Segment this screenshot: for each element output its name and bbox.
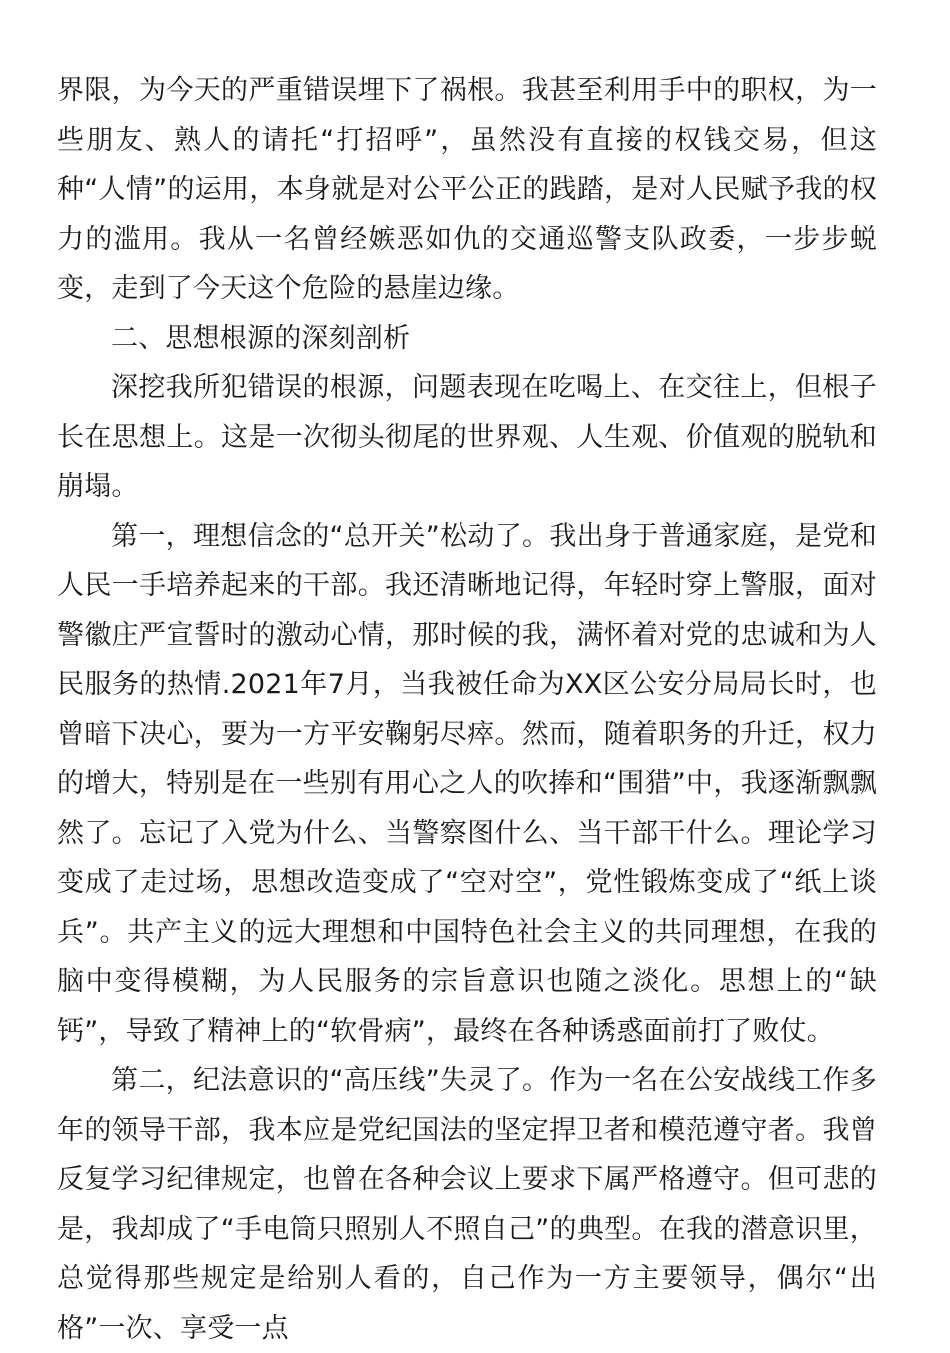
paragraph-first-point: 第一，理想信念的“总开关”松动了。我出身于普通家庭，是党和人民一手培养起来的干部。我还清晰地记得，年轻时穿上警服，面对警徽庄严宣誓时的激动心情，那时候的我，满怀着对党的忠诚和为人民服务的热情.2021年7月，当我被任命为XX区公安分局局长时，也曾暗下决心，要为一方平安鞠躬尽瘁。然而，随着职务的升迁，权力的增大，特别是在一些别有用心之人的吹捧和“围猎”中，我逐渐飘飘然了。忘记了入党为什么、当警察图什么、当干部干什么。理论学习变成了走过场，思想改造变成了“空对空”，党性锻炼变成了“纸上谈兵”。共产主义的远大理想和中国特色社会主义的共同理想，在我的脑中变得模糊，为人民服务的宗旨意识也随之淡化。思想上的“缺钙”，导致了精神上的“软骨病”，最终在各种诱惑面前打了败仗。 <box>57 520 877 1047</box>
paragraph-root-cause-intro: 深挖我所犯错误的根源，问题表现在吃喝上、在交往上，但根子长在思想上。这是一次彻头彻尾的世界观、人生观、价值观的脱轨和崩塌。 <box>57 372 877 502</box>
section-heading: 二、思想根源的深刻剖析 <box>111 322 411 354</box>
paragraph-continuation: 界限，为今天的严重错误埋下了祸根。我甚至利用手中的职权，为一些朋友、熟人的请托“打招呼”，虽然没有直接的权钱交易，但这种“人情”的运用，本身就是对公平公正的践踏，是对人民赋予我的权力的滥用。我从一名曾经嫉恶如仇的交通巡警支队政委，一步步蜕变，走到了今天这个危险的悬崖边缘。 <box>57 75 877 304</box>
paragraph-second-point: 第二，纪法意识的“高压线”失灵了。作为一名在公安战线工作多年的领导干部，我本应是党纪国法的坚定捍卫者和模范遵守者。我曾反复学习纪律规定，也曾在各种会议上要求下属严格遵守。但可悲的是，我却成了“手电筒只照别人不照自己”的典型。在我的潜意识里，总觉得那些规定是给别人看的，自己作为一方主要领导，偶尔“出格”一次、享受一点 <box>57 1065 877 1344</box>
document-body <box>57 66 877 1353</box>
